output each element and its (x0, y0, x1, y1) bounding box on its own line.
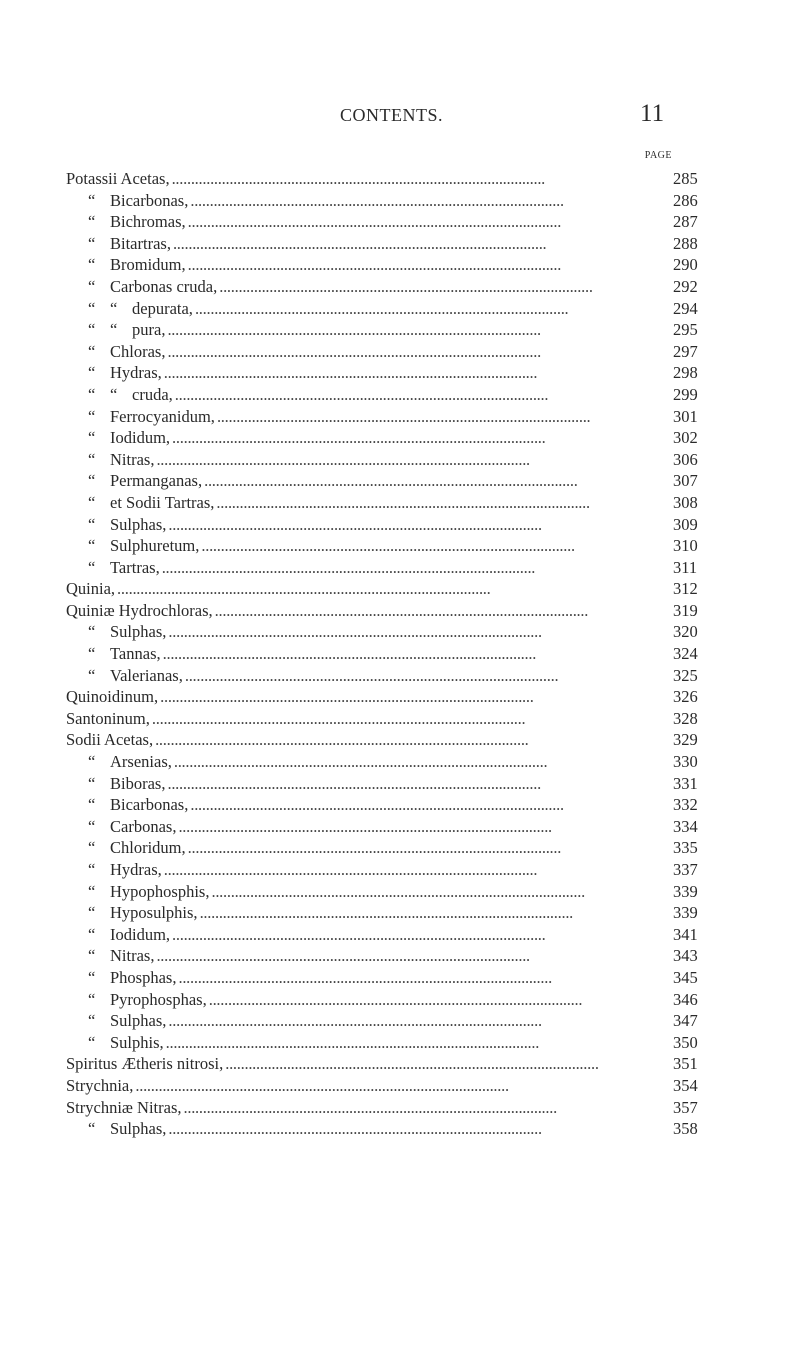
entry-name: cruda, (132, 384, 173, 404)
toc-entry (0, 557, 800, 579)
dot-leader (188, 254, 670, 276)
toc-entry-text (88, 837, 673, 859)
toc-entry (0, 686, 800, 708)
toc-entry (0, 1097, 800, 1119)
toc-entry (0, 254, 800, 276)
dot-leader (190, 794, 670, 816)
dot-leader (219, 276, 670, 298)
ditto-mark: “ (88, 816, 96, 836)
toc-entry-text (88, 406, 673, 428)
entry-name: Sulphas, (110, 1119, 167, 1139)
toc-entry-text (88, 1118, 673, 1140)
ditto-mark: “ (88, 752, 96, 772)
entry-page-number: 350 (673, 1032, 698, 1052)
entry-page-number: 326 (673, 687, 698, 707)
toc-entry-text (88, 211, 673, 233)
toc-entry-text (88, 362, 673, 384)
toc-entry-text (88, 945, 673, 967)
ditto-mark: “ (88, 492, 96, 512)
entry-page-number: 329 (673, 730, 698, 750)
entry-name: Hydras, (110, 860, 162, 879)
dot-leader (217, 406, 670, 428)
entry-page-number: 302 (673, 428, 698, 448)
dot-leader (168, 1118, 670, 1140)
entry-name: Valerianas, (110, 665, 183, 685)
entry-name: Iodidum, (110, 924, 171, 944)
toc-entry (0, 989, 800, 1011)
ditto-mark: “ (88, 644, 96, 664)
entry-page-number: 357 (673, 1097, 698, 1117)
toc-entry (0, 794, 800, 816)
toc-entry (0, 384, 800, 406)
toc-entry-text (88, 859, 673, 881)
dot-leader (172, 427, 670, 449)
dot-leader (174, 751, 670, 773)
toc-entry (0, 1053, 800, 1075)
entry-name: Permanganas, (110, 471, 203, 491)
page-column-label: PAGE (644, 150, 672, 161)
entry-page-number: 319 (673, 600, 698, 620)
toc-entry (0, 578, 800, 600)
entry-name: Spiritus Ætheris nitrosi, (66, 1054, 224, 1074)
entry-page-number: 346 (673, 989, 698, 1009)
entry-page-number: 308 (673, 492, 698, 512)
table-of-contents (0, 168, 800, 1140)
dot-leader (195, 298, 670, 320)
toc-entry-text (88, 492, 673, 514)
running-title: CONTENTS. (340, 105, 443, 125)
toc-entry-text (88, 276, 673, 298)
ditto-mark: “ (88, 320, 96, 340)
toc-entry-text (88, 254, 673, 276)
toc-entry (0, 470, 800, 492)
toc-entry-text (88, 1010, 673, 1032)
dot-leader (190, 190, 670, 212)
entry-name: Iodidum, (110, 428, 171, 448)
entry-page-number: 335 (673, 838, 698, 858)
ditto-mark: “ (88, 514, 96, 534)
entry-page-number: 343 (673, 946, 698, 966)
toc-entry (0, 751, 800, 773)
ditto-mark: “ (88, 989, 96, 1009)
entry-page-number: 301 (673, 406, 698, 426)
toc-entry (0, 881, 800, 903)
entry-page-number: 292 (673, 276, 698, 296)
dot-leader (172, 168, 670, 190)
entry-name: Sulphuretum, (110, 536, 200, 556)
entry-page-number: 341 (673, 924, 698, 944)
toc-entry (0, 924, 800, 946)
toc-entry (0, 233, 800, 255)
entry-name: Chloras, (110, 341, 166, 361)
toc-entry-text (66, 578, 673, 600)
toc-entry-text (66, 1075, 673, 1097)
dot-leader (201, 535, 670, 557)
toc-entry (0, 449, 800, 471)
toc-entry-text (88, 816, 673, 838)
toc-entry-text (88, 989, 673, 1011)
toc-entry-text (66, 1097, 673, 1119)
toc-entry-text (88, 233, 673, 255)
entry-page-number: 298 (673, 363, 698, 383)
dot-leader (173, 233, 670, 255)
toc-entry (0, 319, 800, 341)
ditto-mark: “ (88, 449, 96, 469)
ditto-mark: “ (88, 1119, 96, 1139)
entry-name: Carbonas cruda, (110, 276, 218, 296)
ditto-mark: “ (88, 298, 96, 318)
entry-page-number: 347 (673, 1011, 698, 1031)
toc-entry (0, 341, 800, 363)
page-number: 11 (640, 100, 665, 127)
toc-entry (0, 729, 800, 751)
toc-entry-text (66, 1053, 673, 1075)
toc-entry (0, 816, 800, 838)
entry-name: Santoninum, (66, 708, 150, 728)
dot-leader (172, 924, 670, 946)
toc-entry-text (88, 190, 673, 212)
ditto-mark: “ (88, 536, 96, 556)
toc-entry (0, 967, 800, 989)
entry-page-number: 306 (673, 449, 698, 469)
dot-leader (135, 1075, 670, 1097)
entry-name: Strychnia, (66, 1075, 134, 1095)
toc-entry-text (88, 794, 673, 816)
toc-entry-text (88, 470, 673, 492)
entry-name: Potassii Acetas, (66, 169, 170, 188)
toc-entry-text (88, 319, 673, 341)
toc-entry (0, 514, 800, 536)
ditto-mark: “ (88, 341, 96, 361)
ditto-mark: “ (88, 557, 96, 577)
running-head (0, 100, 800, 131)
entry-page-number: 288 (673, 233, 698, 253)
toc-entry-text (88, 665, 673, 687)
entry-name: Phosphas, (110, 967, 177, 987)
entry-page-number: 290 (673, 255, 698, 275)
entry-name: Quiniæ Hydrochloras, (66, 600, 213, 620)
entry-page-number: 345 (673, 967, 698, 987)
entry-page-number: 331 (673, 773, 698, 793)
entry-page-number: 311 (673, 557, 698, 577)
ditto-mark: “ (88, 363, 96, 383)
entry-name: Bicarbonas, (110, 190, 189, 210)
dot-leader (168, 621, 670, 643)
entry-page-number: 328 (673, 708, 698, 728)
entry-name: Hydras, (110, 363, 162, 383)
entry-name: Ferrocyanidum, (110, 406, 215, 426)
dot-leader (168, 514, 670, 536)
dot-leader (178, 816, 670, 838)
entry-page-number: 334 (673, 816, 698, 836)
toc-entry (0, 298, 800, 320)
ditto-mark: “ (110, 298, 118, 318)
entry-name: pura, (132, 320, 166, 340)
entry-name: Quinoidinum, (66, 687, 159, 707)
toc-entry (0, 406, 800, 428)
toc-entry (0, 492, 800, 514)
ditto-mark: “ (88, 1032, 96, 1052)
entry-page-number: 332 (673, 795, 698, 815)
entry-page-number: 320 (673, 622, 698, 642)
toc-entry-text (66, 708, 673, 730)
entry-name: Nitras, (110, 449, 155, 469)
ditto-mark: “ (88, 1011, 96, 1031)
entry-name: Tannas, (110, 644, 161, 664)
toc-entry (0, 643, 800, 665)
toc-entry-text (66, 600, 673, 622)
dot-leader (167, 319, 670, 341)
entry-name: Bicarbonas, (110, 795, 189, 815)
entry-page-number: 310 (673, 536, 698, 556)
ditto-mark: “ (88, 838, 96, 858)
toc-entry (0, 1118, 800, 1140)
dot-leader (178, 967, 670, 989)
ditto-mark: “ (88, 665, 96, 685)
ditto-mark: “ (88, 276, 96, 296)
dot-leader (117, 578, 670, 600)
entry-page-number: 324 (673, 644, 698, 664)
toc-entry-text (66, 168, 673, 190)
dot-leader (156, 449, 670, 471)
entry-name: depurata, (132, 298, 193, 318)
toc-entry-text (66, 729, 673, 751)
entry-name: Sulphis, (110, 1032, 164, 1052)
ditto-mark: “ (110, 320, 118, 340)
entry-name: Chloridum, (110, 838, 186, 858)
toc-entry (0, 859, 800, 881)
toc-entry-text (88, 514, 673, 536)
ditto-mark: “ (88, 795, 96, 815)
toc-entry (0, 621, 800, 643)
ditto-mark: “ (88, 255, 96, 275)
toc-entry (0, 535, 800, 557)
toc-entry-text (88, 967, 673, 989)
toc-entry (0, 945, 800, 967)
toc-entry-text (88, 449, 673, 471)
dot-leader (166, 1032, 670, 1054)
toc-entry (0, 1075, 800, 1097)
dot-leader (225, 1053, 670, 1075)
dot-leader (162, 557, 670, 579)
entry-page-number: 325 (673, 665, 698, 685)
toc-entry-text (88, 924, 673, 946)
dot-leader (160, 686, 670, 708)
entry-page-number: 337 (673, 860, 698, 879)
entry-name: Tartras, (110, 557, 160, 577)
dot-leader (167, 341, 670, 363)
entry-page-number: 297 (673, 341, 698, 361)
toc-entry-text (88, 557, 673, 579)
toc-entry (0, 427, 800, 449)
toc-entry-text (66, 686, 673, 708)
entry-page-number: 339 (673, 903, 698, 923)
entry-name: Hypophosphis, (110, 881, 210, 901)
dot-leader (188, 837, 670, 859)
toc-entry (0, 708, 800, 730)
toc-entry-text (88, 773, 673, 795)
dot-leader (175, 384, 670, 406)
ditto-mark: “ (88, 233, 96, 253)
toc-entry (0, 168, 800, 190)
entry-page-number: 299 (673, 384, 698, 404)
entry-page-number: 354 (673, 1075, 698, 1095)
toc-entry-text (88, 535, 673, 557)
dot-leader (184, 1097, 671, 1119)
toc-entry (0, 362, 800, 384)
toc-entry-text (88, 341, 673, 363)
ditto-mark: “ (88, 384, 96, 404)
entry-name: Carbonas, (110, 816, 177, 836)
ditto-mark: “ (88, 212, 96, 232)
toc-entry-text (88, 643, 673, 665)
entry-name: Arsenias, (110, 752, 172, 772)
toc-entry (0, 902, 800, 924)
dot-leader (204, 470, 670, 492)
entry-name: Strychniæ Nitras, (66, 1097, 182, 1117)
toc-entry-text (88, 902, 673, 924)
entry-name: Pyrophosphas, (110, 989, 207, 1009)
dot-leader (209, 989, 670, 1011)
ditto-mark: “ (88, 881, 96, 901)
dot-leader (188, 211, 670, 233)
dot-leader (215, 600, 670, 622)
entry-page-number: 312 (673, 579, 698, 599)
dot-leader (185, 665, 670, 687)
ditto-mark: “ (88, 428, 96, 448)
entry-name: Sulphas, (110, 1011, 167, 1031)
ditto-mark: “ (88, 860, 96, 879)
entry-page-number: 287 (673, 212, 698, 232)
toc-entry (0, 773, 800, 795)
entry-name: Quinia, (66, 579, 116, 599)
entry-page-number: 294 (673, 298, 698, 318)
entry-name: Bichromas, (110, 212, 186, 232)
dot-leader (168, 1010, 670, 1032)
entry-name: Sulphas, (110, 514, 167, 534)
ditto-mark: “ (88, 406, 96, 426)
entry-name: Hyposulphis, (110, 903, 198, 923)
entry-page-number: 285 (673, 169, 698, 188)
ditto-mark: “ (88, 773, 96, 793)
toc-entry (0, 665, 800, 687)
dot-leader (164, 859, 670, 881)
dot-leader (163, 643, 670, 665)
entry-name: Biboras, (110, 773, 166, 793)
dot-leader (211, 881, 670, 903)
toc-entry (0, 276, 800, 298)
ditto-mark: “ (88, 946, 96, 966)
entry-name: Sodii Acetas, (66, 730, 154, 750)
toc-entry-text (88, 298, 673, 320)
ditto-mark: “ (88, 924, 96, 944)
dot-leader (167, 773, 670, 795)
dot-leader (164, 362, 670, 384)
entry-name: et Sodii Tartras, (110, 492, 215, 512)
ditto-mark: “ (110, 384, 118, 404)
entry-page-number: 358 (673, 1119, 698, 1139)
toc-entry (0, 1032, 800, 1054)
entry-page-number: 307 (673, 471, 698, 491)
ditto-mark: “ (88, 471, 96, 491)
toc-entry (0, 1010, 800, 1032)
entry-page-number: 330 (673, 752, 698, 772)
toc-entry-text (88, 881, 673, 903)
toc-entry-text (88, 621, 673, 643)
dot-leader (152, 708, 670, 730)
dot-leader (200, 902, 670, 924)
toc-entry-text (88, 751, 673, 773)
toc-entry (0, 837, 800, 859)
ditto-mark: “ (88, 622, 96, 642)
dot-leader (156, 945, 670, 967)
ditto-mark: “ (88, 967, 96, 987)
toc-entry (0, 190, 800, 212)
toc-entry-text (88, 427, 673, 449)
entry-name: Nitras, (110, 946, 155, 966)
entry-page-number: 286 (673, 190, 698, 210)
toc-entry-text (88, 1032, 673, 1054)
entry-page-number: 295 (673, 320, 698, 340)
toc-entry-text (88, 384, 673, 406)
ditto-mark: “ (88, 190, 96, 210)
entry-name: Bromidum, (110, 255, 186, 275)
toc-entry (0, 211, 800, 233)
entry-page-number: 309 (673, 514, 698, 534)
entry-page-number: 351 (673, 1054, 698, 1074)
dot-leader (216, 492, 670, 514)
entry-name: Sulphas, (110, 622, 167, 642)
entry-page-number: 339 (673, 881, 698, 901)
toc-entry (0, 600, 800, 622)
entry-name: Bitartras, (110, 233, 171, 253)
ditto-mark: “ (88, 903, 96, 923)
dot-leader (155, 729, 670, 751)
